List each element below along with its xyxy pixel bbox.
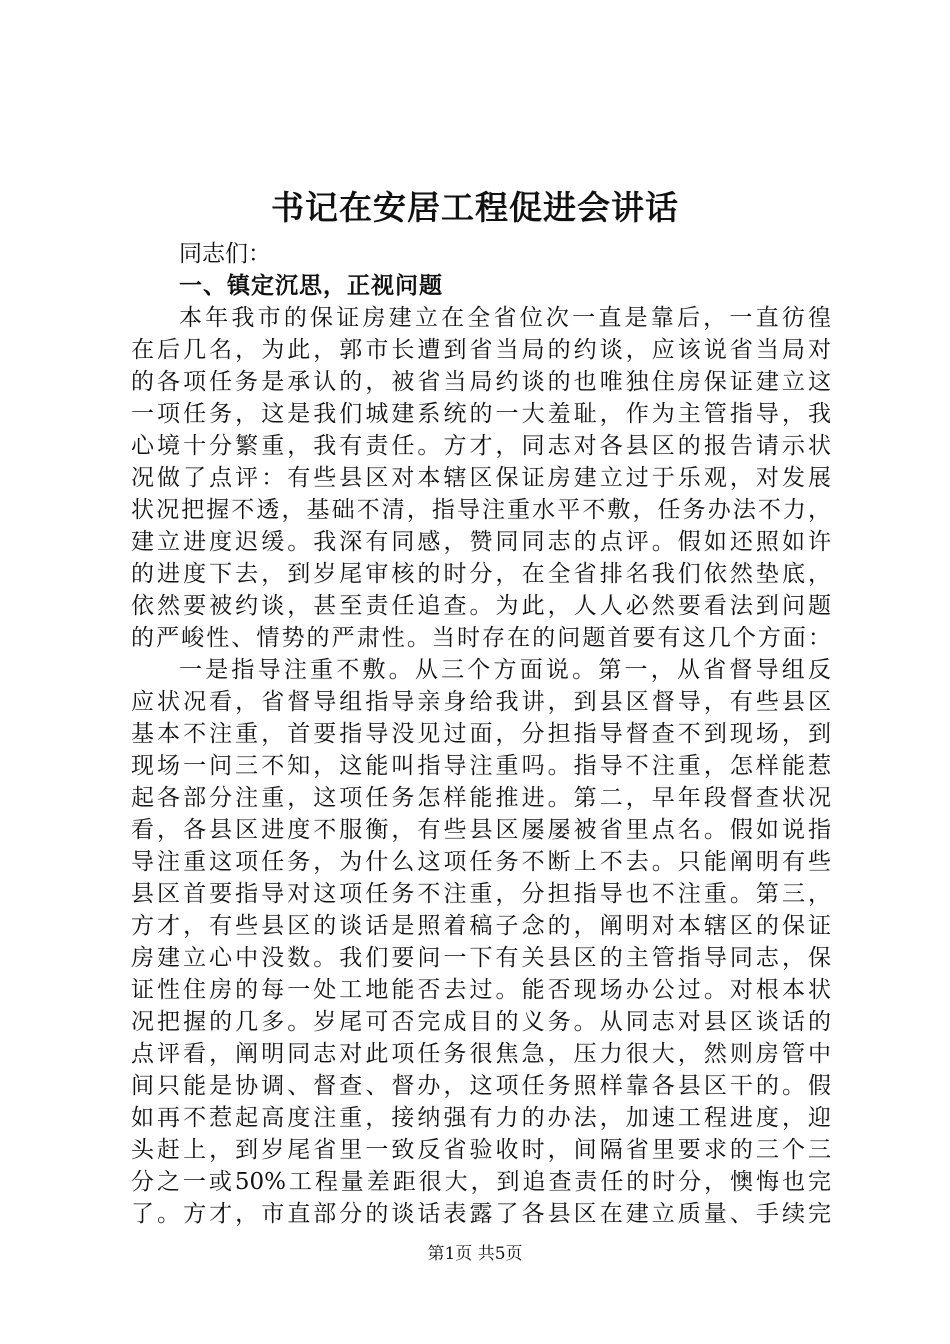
section-heading: 一、镇定沉思，正视问题 <box>179 272 443 299</box>
text-line: 一是指导注重不敷。从三个方面说。第一，从省督导组反 <box>179 657 831 683</box>
text-line: 建立进度迟缓。我深有同感，赞同同志的点评。假如还照如许 <box>131 529 831 555</box>
text-line: 间只能是协调、督查、督办，这项任务照样靠各县区干的。假 <box>131 1073 831 1099</box>
text-line: 起各部分注重，这项任务怎样能推进。第二，早年段督查状况 <box>131 785 831 811</box>
text-line: 县区首要指导对这项任务不注重，分担指导也不注重。第三， <box>131 881 831 907</box>
text-line: 本年我市的保证房建立在全省位次一直是靠后，一直彷徨 <box>179 305 831 331</box>
text-line: 的进度下去，到岁尾审核的时分，在全省排名我们依然垫底， <box>131 561 831 587</box>
text-line: 导注重这项任务，为什么这项任务不断上不去。只能阐明有些 <box>131 849 831 875</box>
text-line: 点评看，阐明同志对此项任务很焦急，压力很大，然则房管中 <box>131 1041 831 1067</box>
page-footer: 第1页 共5页 <box>427 1244 523 1264</box>
document-title: 书记在安居工程促进会讲话 <box>271 188 679 227</box>
text-line: 如再不惹起高度注重，接纳强有力的办法，加速工程进度，迎 <box>131 1105 831 1131</box>
text-line: 一项任务，这是我们城建系统的一大羞耻，作为主管指导，我 <box>131 401 831 427</box>
text-line: 分之一或50%工程量差距很大，到追查责任的时分，懊悔也完 <box>131 1169 831 1195</box>
text-line: 况把握的几多。岁尾可否完成目的义务。从同志对县区谈话的 <box>131 1009 831 1035</box>
text-line: 状况把握不透，基础不清，指导注重水平不敷，任务办法不力， <box>131 497 831 523</box>
text-line: 的严峻性、情势的严肃性。当时存在的问题首要有这几个方面： <box>131 625 831 651</box>
text-line: 方才，有些县区的谈话是照着稿子念的，阐明对本辖区的保证 <box>131 913 831 939</box>
text-line: 应状况看，省督导组指导亲身给我讲，到县区督导，有些县区 <box>131 689 831 715</box>
text-line: 同志们： <box>179 241 271 267</box>
text-line: 房建立心中没数。我们要问一下有关县区的主管指导同志，保 <box>131 945 831 971</box>
text-line: 心境十分繁重，我有责任。方才，同志对各县区的报告请示状 <box>131 433 831 459</box>
text-line: 看，各县区进度不服衡，有些县区屡屡被省里点名。假如说指 <box>131 817 831 843</box>
text-line: 基本不注重，首要指导没见过面，分担指导督查不到现场，到 <box>131 721 831 747</box>
document-body <box>131 238 831 1230</box>
text-line: 在后几名，为此，郭市长遭到省当局的约谈，应该说省当局对 <box>131 337 831 363</box>
text-line: 头赶上，到岁尾省里一致反省验收时，间隔省里要求的三个三 <box>131 1137 831 1163</box>
text-line: 的各项任务是承认的，被省当局约谈的也唯独住房保证建立这 <box>131 369 831 395</box>
text-line: 证性住房的每一处工地能否去过。能否现场办公过。对根本状 <box>131 977 831 1003</box>
text-line: 了。方才，市直部分的谈话表露了各县区在建立质量、手续完 <box>131 1201 831 1227</box>
text-line: 依然要被约谈，甚至责任追查。为此，人人必然要看法到问题 <box>131 593 831 619</box>
text-line: 况做了点评：有些县区对本辖区保证房建立过于乐观，对发展 <box>131 465 831 491</box>
text-line: 现场一问三不知，这能叫指导注重吗。指导不注重，怎样能惹 <box>131 753 831 779</box>
